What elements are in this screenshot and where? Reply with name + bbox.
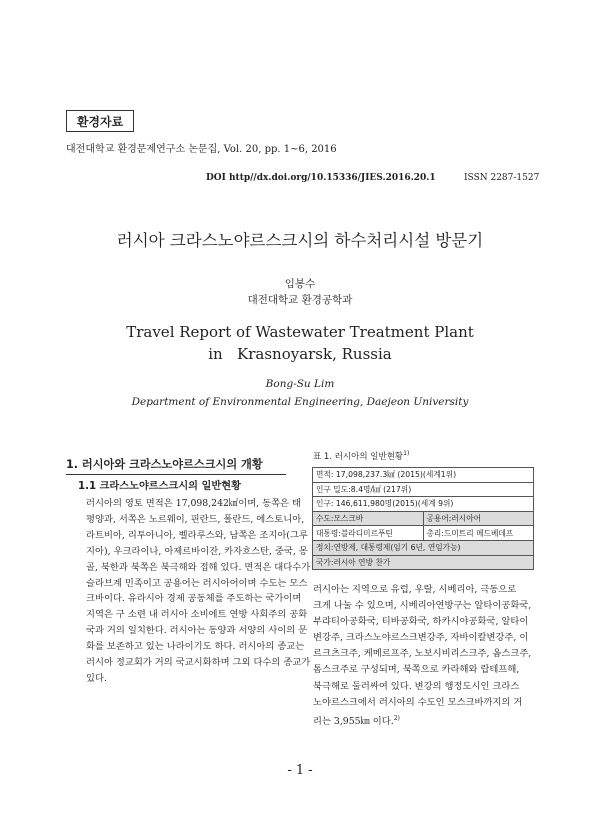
table-cell: 수도:모스크바 [313, 511, 424, 526]
table-cell: 대통령:블라디미르푸틴 [313, 526, 424, 541]
affiliation-korean: 대전대학교 환경공학과 [247, 294, 353, 306]
body-paragraph-right-ref: 2) [393, 714, 400, 722]
table-row [313, 526, 534, 541]
issn-text: ISSN 2287-1527 [464, 173, 540, 183]
table-caption-ref: 1) [403, 450, 410, 458]
table-row [313, 555, 534, 570]
russia-info-table [312, 467, 534, 570]
section-tag-box [66, 110, 134, 132]
body-paragraph-left: 러시아의 영토 면적은 17,098,242㎢이며, 동쪽은 태 평양과, 서쪽은 노르웨이, 핀란드, 폴란드, 에스토니아, 라트비아, 리투아니아, 벨라루스와, 남쪽은 조지아(그루 지아), 우크라이나, 아제르바이잔, 카자흐스탄, 중국, 몽 골, 북한과 북쪽은 북극해와 접해 있다. 면적은 대다수가 슬라브계 민족이고 공용어는 러시아어이며 수도는 모스 크바이다. 유라시아 경제 공동체를 주도하는 국가이며 지역은 구 소련 내 러시아 소비에트 연방 사회주의 공화 국과 거의 일치한다. 러시아는 동양과 서양의 사이의 문 화를 보존하고 있는 나라이기도 하다. 러시아의 종교는 러시아 정교회가 거의 국교시화하며 그외 다수의 종교가 있다. [86, 498, 311, 684]
affiliation-english: Department of Environmental Engineering, Daejeon University [131, 396, 469, 408]
table-cell: 국가:러시아 연방 찬가 [313, 555, 534, 570]
section-heading: 1. 러시아와 크라스노야르스크시의 개황 [66, 458, 263, 471]
section-tag: 환경자료 [76, 114, 124, 129]
table-caption [313, 450, 409, 462]
page-number: - 1 - [287, 763, 313, 778]
author-korean: 임봉수 [284, 278, 316, 290]
table-caption-text: 표 1. 러시아의 일반현황 [313, 452, 404, 462]
body-paragraph-right [313, 582, 535, 730]
table-row [313, 497, 534, 512]
body-paragraph-right-text: 러시아는 지역으로 유럽, 우랄, 시베리아, 극동으로 크게 나눌 수 있으며, 시베리아연방구는 알타이공화국, 부랴티아공화국, 티바공화국, 하카시야공화국, 알타이 변강주, 크라스노야르스크변강주, 자바이칼변강주, 이 르크츠크주, 케메르프주, 노보시비리스크주, 옴스크주, 톰스크주로 구성되며, 북쪽으로 카라해와 랍테프해, 북극해로 둘러싸여 있다. 변강의 행정도시인 크라스 노야르스크에서 러시아의 수도인 모스크바까지의 거 리는 3,955㎞ 이다. [313, 584, 532, 727]
table-cell: 공용어:러시아어 [423, 511, 534, 526]
title-korean: 러시아 크라스노야르스크시의 하수처리시설 방문기 [116, 231, 484, 250]
table-cell: 면적: 17,098,237.3㎢ (2015)(세계1위) [313, 468, 534, 483]
table-cell: 인구: 146,611,980명(2015)(세계 9위) [313, 497, 534, 512]
subsection-heading: 1.1 크라스노야르스크시의 일반현황 [78, 481, 241, 492]
table-row [313, 511, 534, 526]
section-heading-rule [66, 474, 286, 475]
author-english: Bong-Su Lim [265, 378, 335, 390]
title-english-line1: Travel Report of Wastewater Treatment Plant [126, 323, 474, 341]
journal-citation: 대전대학교 환경문제연구소 논문집, Vol. 20, pp. 1~6, 2016 [66, 144, 337, 155]
table-row [313, 468, 534, 483]
table-cell: 총리:드미트리 메드베데프 [423, 526, 534, 541]
table-cell: 정치:연방제, 대통령제(임기 6년, 연임가능) [313, 540, 534, 555]
title-english-line2: in Krasnoyarsk, Russia [208, 345, 392, 363]
doi-text: DOI http//dx.doi.org/10.15336/JIES.2016.20.1 [206, 173, 436, 183]
table-cell: 인구 밀도:8.4명/㎢ (217위) [313, 482, 534, 497]
table-row [313, 540, 534, 555]
table-row [313, 482, 534, 497]
